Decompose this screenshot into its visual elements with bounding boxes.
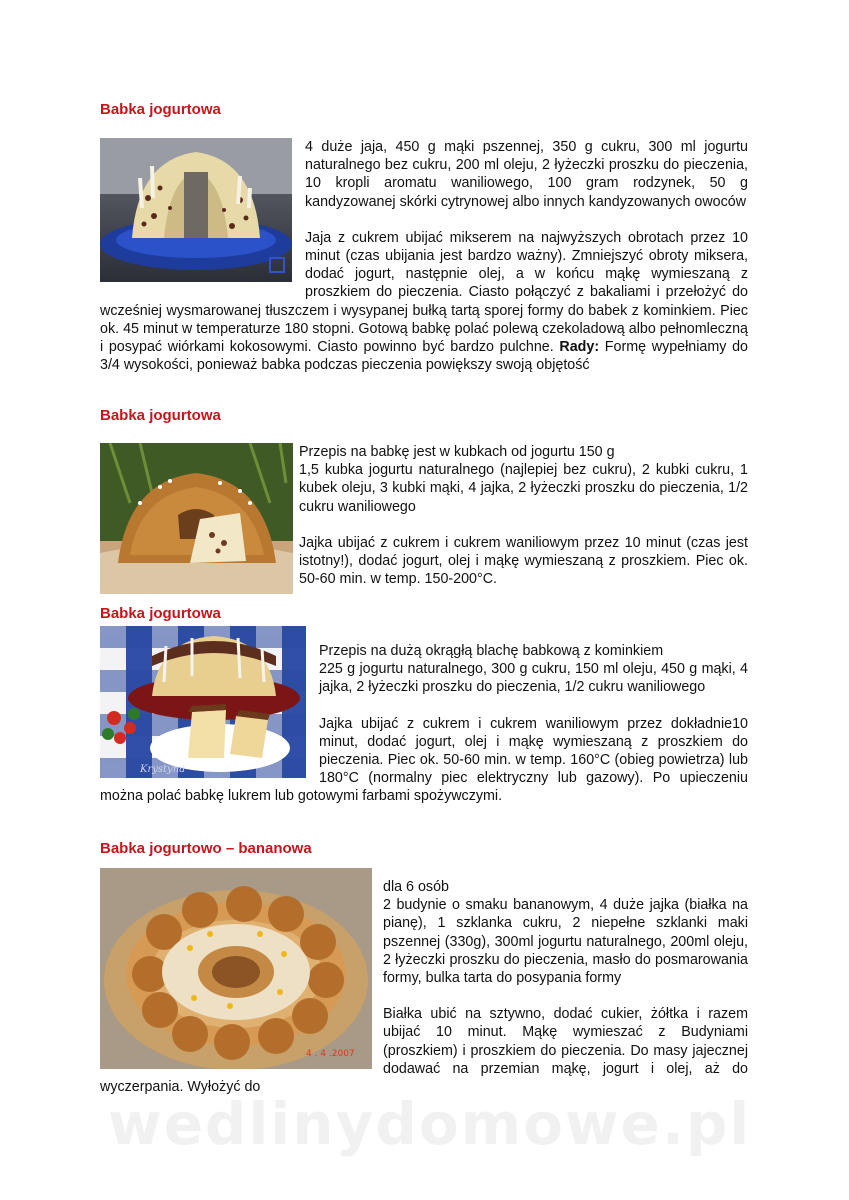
watermark: wedlinydomowe.pl bbox=[108, 1090, 752, 1158]
recipe-2-ingredients: Przepis na babkę jest w kubkach od jogurtu 150 g 1,5 kubka jogurtu naturalnego (najlepiej bez cukru), 2 kubki cukru, 1 kubek oleju, 3 kubki mąki, 4 jajka, 2 łyżeczki proszku do pieczenia, 1/2 cukru waniliowego bbox=[299, 444, 748, 515]
recipe-1-title: Babka jogurtowa bbox=[100, 101, 221, 118]
recipe-1-ingredients: 4 duże jaja, 450 g mąki pszennej, 350 g cukru, 300 ml jogurtu naturalnego bez cukru, 200 ml oleju, 2 łyżeczki proszku do pieczenia, 10 kropli aromatu waniliowego, 100 gram rodzynek, 50 g kandyzowanej skórki cytrynowej albo innych kandyzowanych owoców bbox=[305, 139, 748, 210]
recipe-2-photo bbox=[100, 443, 293, 594]
recipe-4-photo-date: 4 . 4 .2007 bbox=[306, 1049, 355, 1059]
recipe-3-photo-caption: Krystyna bbox=[140, 764, 186, 775]
recipe-2-method: Jajka ubijać z cukrem i cukrem waniliowym przez 10 minut (czas jest istotny!), dodać jogurt, olej i mąkę wymieszaną z proszkiem. Piec ok. 50-60 min. w temp. 150-200°C. bbox=[299, 534, 748, 588]
recipe-1-photo bbox=[100, 138, 292, 282]
recipe-4-ingredients: dla 6 osób 2 budynie o smaku bananowym, 4 duże jajka (białka na pianę), 1 szklanka cukru, 2 niepełne szklanki maki pszennej (330g), 300ml jogurtu naturalnego, 200ml oleju, 2 łyżeczki proszku do pieczenia, masło do posmarowania formy, bulka tarta do posypania formy bbox=[383, 879, 748, 987]
recipe-3-title: Babka jogurtowa bbox=[100, 605, 221, 622]
recipe-1-tips-label: Rady: bbox=[559, 339, 600, 356]
recipe-3-method: Jajka ubijać z cukrem i cukrem waniliowym przez dokładnie10 minut, dodać jogurt, olej i mąkę wymieszaną z proszkiem do pieczenia. Piec ok. 50-60 min. w temp. 160°C (obieg powietrza) lub 180°C (normalny piec elektryczny lub gazowy). Po upieczeniu można polać babkę lukrem lub gotowymi farbami spożywczymi. bbox=[100, 715, 748, 805]
recipe-2-title: Babka jogurtowa bbox=[100, 407, 221, 424]
recipe-1-body bbox=[100, 138, 748, 374]
recipe-3-ingredients: Przepis na dużą okrągłą blachę babkową z kominkiem 225 g jogurtu naturalnego, 300 g cukru, 150 ml oleju, 450 g mąki, 4 jajka, 2 łyżeczki proszku do pieczenia, 1/2 cukru waniliowego bbox=[319, 643, 748, 696]
recipe-4-body bbox=[100, 868, 748, 1096]
recipe-4-method: Białka ubić na sztywno, dodać cukier, żółtka i razem ubijać 10 minut. Mąkę wymieszać z Budyniami (proszkiem) i proszkiem do pieczenia. Do masy jajecznej dodawać na przemian mąkę, jogurt i olej, aż do wyczerpania. Wyłożyć do bbox=[100, 1006, 748, 1096]
recipe-3-body bbox=[100, 626, 748, 806]
recipe-1-tips-text: Formę wypełniamy do 3/4 wysokości, ponieważ babka podczas pieczenia powiększy swoją objętość bbox=[100, 339, 748, 374]
recipe-4-title: Babka jogurtowo – bananowa bbox=[100, 840, 312, 857]
recipe-4-photo bbox=[100, 868, 372, 1069]
recipe-3-photo bbox=[100, 626, 306, 778]
recipe-2-body bbox=[100, 443, 748, 598]
recipe-1-method-text: Jaja z cukrem ubijać mikserem na najwyższych obrotach przez 10 minut (czas ubijania jest bardzo ważny). Zmniejszyć obroty miksera, dodać jogurt, następnie olej, a w końcu mąkę wymieszaną z proszkiem do pieczenia. Ciasto połączyć z bakaliami i przełożyć do wcześniej wysmarowanej tłuszczem i wysypanej bułką tartą sporej formy do babek z kominkiem. Piec ok. 45 minut w temperaturze 180 stopni. Gotową babkę polać polewą czekoladową albo pełnomleczną i posypać wiórkami kokosowymi. Ciasto powinno być bardzo pulchne. bbox=[100, 229, 748, 356]
